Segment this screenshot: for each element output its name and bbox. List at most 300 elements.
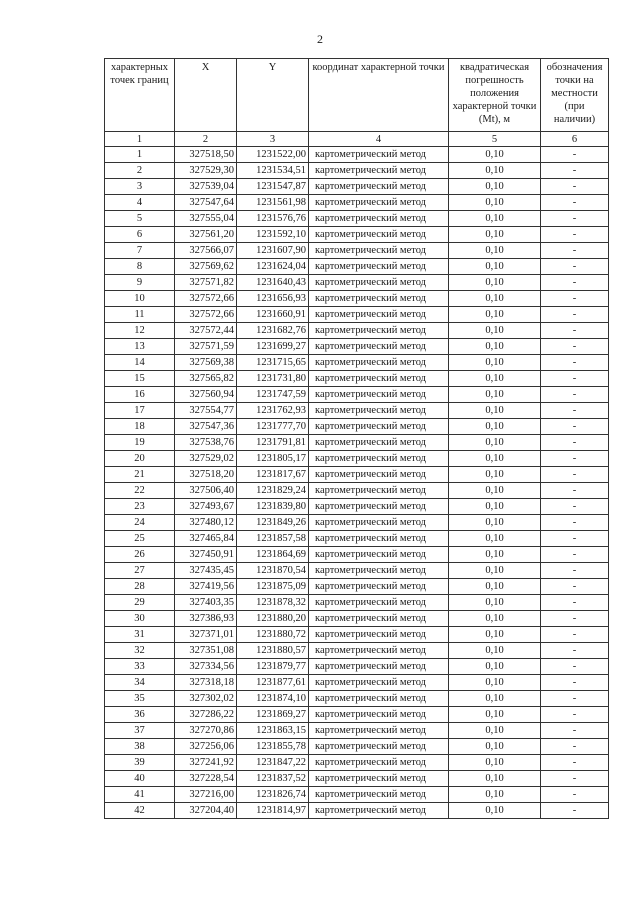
marking-cell: - <box>541 243 609 259</box>
y-coordinate-cell: 1231857,58 <box>237 531 309 547</box>
marking-cell: - <box>541 275 609 291</box>
error-cell: 0,10 <box>449 723 541 739</box>
table-row <box>105 211 609 227</box>
error-cell: 0,10 <box>449 163 541 179</box>
method-cell: картометрический метод <box>309 195 449 211</box>
x-coordinate-cell: 327480,12 <box>175 515 237 531</box>
error-cell: 0,10 <box>449 563 541 579</box>
point-number-cell: 9 <box>105 275 175 291</box>
method-cell: картометрический метод <box>309 403 449 419</box>
marking-cell: - <box>541 563 609 579</box>
error-cell: 0,10 <box>449 611 541 627</box>
point-number-cell: 17 <box>105 403 175 419</box>
y-coordinate-cell: 1231731,80 <box>237 371 309 387</box>
table-row <box>105 531 609 547</box>
y-coordinate-cell: 1231849,26 <box>237 515 309 531</box>
marking-cell: - <box>541 307 609 323</box>
point-number-cell: 6 <box>105 227 175 243</box>
marking-cell: - <box>541 659 609 675</box>
table-row <box>105 723 609 739</box>
x-coordinate-cell: 327572,66 <box>175 291 237 307</box>
y-coordinate-cell: 1231855,78 <box>237 739 309 755</box>
method-cell: картометрический метод <box>309 563 449 579</box>
header-marking: обозначения точки на местности (при наличии) <box>541 59 609 132</box>
marking-cell: - <box>541 403 609 419</box>
error-cell: 0,10 <box>449 499 541 515</box>
marking-cell: - <box>541 227 609 243</box>
point-number-cell: 29 <box>105 595 175 611</box>
x-coordinate-cell: 327216,00 <box>175 787 237 803</box>
marking-cell: - <box>541 611 609 627</box>
table-header <box>105 59 609 132</box>
column-number-row <box>105 132 609 147</box>
x-coordinate-cell: 327547,36 <box>175 419 237 435</box>
table-row <box>105 243 609 259</box>
method-cell: картометрический метод <box>309 323 449 339</box>
table-body <box>105 147 609 819</box>
y-coordinate-cell: 1231682,76 <box>237 323 309 339</box>
method-cell: картометрический метод <box>309 787 449 803</box>
boundary-points-table <box>104 58 609 819</box>
point-number-cell: 3 <box>105 179 175 195</box>
point-number-cell: 42 <box>105 803 175 819</box>
x-coordinate-cell: 327569,62 <box>175 259 237 275</box>
x-coordinate-cell: 327571,82 <box>175 275 237 291</box>
method-cell: картометрический метод <box>309 243 449 259</box>
x-coordinate-cell: 327518,20 <box>175 467 237 483</box>
method-cell: картометрический метод <box>309 675 449 691</box>
y-coordinate-cell: 1231791,81 <box>237 435 309 451</box>
y-coordinate-cell: 1231826,74 <box>237 787 309 803</box>
marking-cell: - <box>541 211 609 227</box>
marking-cell: - <box>541 355 609 371</box>
y-coordinate-cell: 1231863,15 <box>237 723 309 739</box>
x-coordinate-cell: 327529,30 <box>175 163 237 179</box>
x-coordinate-cell: 327270,86 <box>175 723 237 739</box>
x-coordinate-cell: 327386,93 <box>175 611 237 627</box>
point-number-cell: 32 <box>105 643 175 659</box>
method-cell: картометрический метод <box>309 483 449 499</box>
marking-cell: - <box>541 547 609 563</box>
table-row <box>105 771 609 787</box>
y-coordinate-cell: 1231817,67 <box>237 467 309 483</box>
point-number-cell: 12 <box>105 323 175 339</box>
error-cell: 0,10 <box>449 531 541 547</box>
marking-cell: - <box>541 323 609 339</box>
error-cell: 0,10 <box>449 227 541 243</box>
point-number-cell: 33 <box>105 659 175 675</box>
marking-cell: - <box>541 627 609 643</box>
table-row <box>105 547 609 563</box>
method-cell: картометрический метод <box>309 755 449 771</box>
error-cell: 0,10 <box>449 771 541 787</box>
point-number-cell: 18 <box>105 419 175 435</box>
header-method: координат характерной точки <box>309 59 449 132</box>
method-cell: картометрический метод <box>309 387 449 403</box>
x-coordinate-cell: 327565,82 <box>175 371 237 387</box>
error-cell: 0,10 <box>449 275 541 291</box>
point-number-cell: 25 <box>105 531 175 547</box>
point-number-cell: 23 <box>105 499 175 515</box>
point-number-cell: 38 <box>105 739 175 755</box>
point-number-cell: 39 <box>105 755 175 771</box>
table-row <box>105 275 609 291</box>
method-cell: картометрический метод <box>309 595 449 611</box>
point-number-cell: 24 <box>105 515 175 531</box>
point-number-cell: 5 <box>105 211 175 227</box>
x-coordinate-cell: 327555,04 <box>175 211 237 227</box>
x-coordinate-cell: 327435,45 <box>175 563 237 579</box>
marking-cell: - <box>541 499 609 515</box>
marking-cell: - <box>541 387 609 403</box>
error-cell: 0,10 <box>449 179 541 195</box>
point-number-cell: 13 <box>105 339 175 355</box>
marking-cell: - <box>541 579 609 595</box>
table-row <box>105 579 609 595</box>
point-number-cell: 31 <box>105 627 175 643</box>
marking-cell: - <box>541 643 609 659</box>
table-row <box>105 467 609 483</box>
x-coordinate-cell: 327569,38 <box>175 355 237 371</box>
column-number: 6 <box>541 132 609 147</box>
method-cell: картометрический метод <box>309 547 449 563</box>
x-coordinate-cell: 327302,02 <box>175 691 237 707</box>
method-cell: картометрический метод <box>309 659 449 675</box>
x-coordinate-cell: 327228,54 <box>175 771 237 787</box>
error-cell: 0,10 <box>449 515 541 531</box>
y-coordinate-cell: 1231879,77 <box>237 659 309 675</box>
error-cell: 0,10 <box>449 355 541 371</box>
point-number-cell: 19 <box>105 435 175 451</box>
table-row <box>105 227 609 243</box>
x-coordinate-cell: 327286,22 <box>175 707 237 723</box>
x-coordinate-cell: 327419,56 <box>175 579 237 595</box>
table-row <box>105 195 609 211</box>
error-cell: 0,10 <box>449 467 541 483</box>
x-coordinate-cell: 327561,20 <box>175 227 237 243</box>
point-number-cell: 37 <box>105 723 175 739</box>
page-number: 2 <box>317 32 323 46</box>
error-cell: 0,10 <box>449 691 541 707</box>
table-row <box>105 787 609 803</box>
x-coordinate-cell: 327518,50 <box>175 147 237 163</box>
point-number-cell: 7 <box>105 243 175 259</box>
error-cell: 0,10 <box>449 547 541 563</box>
table-row <box>105 179 609 195</box>
y-coordinate-cell: 1231829,24 <box>237 483 309 499</box>
y-coordinate-cell: 1231777,70 <box>237 419 309 435</box>
marking-cell: - <box>541 483 609 499</box>
column-number: 2 <box>175 132 237 147</box>
x-coordinate-cell: 327493,67 <box>175 499 237 515</box>
y-coordinate-cell: 1231839,80 <box>237 499 309 515</box>
marking-cell: - <box>541 195 609 211</box>
y-coordinate-cell: 1231656,93 <box>237 291 309 307</box>
marking-cell: - <box>541 259 609 275</box>
error-cell: 0,10 <box>449 371 541 387</box>
error-cell: 0,10 <box>449 323 541 339</box>
table-row <box>105 515 609 531</box>
method-cell: картометрический метод <box>309 419 449 435</box>
point-number-cell: 40 <box>105 771 175 787</box>
x-coordinate-cell: 327538,76 <box>175 435 237 451</box>
marking-cell: - <box>541 163 609 179</box>
column-number: 3 <box>237 132 309 147</box>
table-row <box>105 691 609 707</box>
error-cell: 0,10 <box>449 339 541 355</box>
y-coordinate-cell: 1231747,59 <box>237 387 309 403</box>
marking-cell: - <box>541 451 609 467</box>
point-number-cell: 41 <box>105 787 175 803</box>
point-number-cell: 2 <box>105 163 175 179</box>
error-cell: 0,10 <box>449 787 541 803</box>
method-cell: картометрический метод <box>309 531 449 547</box>
table-row <box>105 371 609 387</box>
error-cell: 0,10 <box>449 627 541 643</box>
y-coordinate-cell: 1231875,09 <box>237 579 309 595</box>
error-cell: 0,10 <box>449 147 541 163</box>
y-coordinate-cell: 1231880,20 <box>237 611 309 627</box>
point-number-cell: 16 <box>105 387 175 403</box>
point-number-cell: 14 <box>105 355 175 371</box>
error-cell: 0,10 <box>449 387 541 403</box>
error-cell: 0,10 <box>449 435 541 451</box>
y-coordinate-cell: 1231660,91 <box>237 307 309 323</box>
table-row <box>105 451 609 467</box>
method-cell: картометрический метод <box>309 435 449 451</box>
table-row <box>105 499 609 515</box>
table-row <box>105 739 609 755</box>
y-coordinate-cell: 1231878,32 <box>237 595 309 611</box>
method-cell: картометрический метод <box>309 723 449 739</box>
method-cell: картометрический метод <box>309 467 449 483</box>
y-coordinate-cell: 1231640,43 <box>237 275 309 291</box>
y-coordinate-cell: 1231522,00 <box>237 147 309 163</box>
y-coordinate-cell: 1231699,27 <box>237 339 309 355</box>
marking-cell: - <box>541 515 609 531</box>
x-coordinate-cell: 327560,94 <box>175 387 237 403</box>
marking-cell: - <box>541 803 609 819</box>
y-coordinate-cell: 1231870,54 <box>237 563 309 579</box>
error-cell: 0,10 <box>449 307 541 323</box>
method-cell: картометрический метод <box>309 275 449 291</box>
marking-cell: - <box>541 531 609 547</box>
method-cell: картометрический метод <box>309 611 449 627</box>
y-coordinate-cell: 1231880,57 <box>237 643 309 659</box>
x-coordinate-cell: 327566,07 <box>175 243 237 259</box>
x-coordinate-cell: 327403,35 <box>175 595 237 611</box>
header-y: Y <box>237 59 309 132</box>
method-cell: картометрический метод <box>309 643 449 659</box>
y-coordinate-cell: 1231561,98 <box>237 195 309 211</box>
table-row <box>105 419 609 435</box>
method-cell: картометрический метод <box>309 371 449 387</box>
table-row <box>105 643 609 659</box>
error-cell: 0,10 <box>449 803 541 819</box>
method-cell: картометрический метод <box>309 499 449 515</box>
column-number: 5 <box>449 132 541 147</box>
header-x: X <box>175 59 237 132</box>
y-coordinate-cell: 1231814,97 <box>237 803 309 819</box>
marking-cell: - <box>541 467 609 483</box>
method-cell: картометрический метод <box>309 803 449 819</box>
method-cell: картометрический метод <box>309 771 449 787</box>
table-row <box>105 707 609 723</box>
error-cell: 0,10 <box>449 195 541 211</box>
table-row <box>105 323 609 339</box>
x-coordinate-cell: 327371,01 <box>175 627 237 643</box>
y-coordinate-cell: 1231576,76 <box>237 211 309 227</box>
method-cell: картометрический метод <box>309 707 449 723</box>
marking-cell: - <box>541 691 609 707</box>
table-row <box>105 307 609 323</box>
marking-cell: - <box>541 179 609 195</box>
marking-cell: - <box>541 755 609 771</box>
table-row <box>105 387 609 403</box>
x-coordinate-cell: 327334,56 <box>175 659 237 675</box>
table-row <box>105 627 609 643</box>
table-row <box>105 163 609 179</box>
marking-cell: - <box>541 371 609 387</box>
y-coordinate-cell: 1231624,04 <box>237 259 309 275</box>
table-row <box>105 659 609 675</box>
table-row <box>105 291 609 307</box>
point-number-cell: 28 <box>105 579 175 595</box>
method-cell: картометрический метод <box>309 355 449 371</box>
x-coordinate-cell: 327256,06 <box>175 739 237 755</box>
error-cell: 0,10 <box>449 419 541 435</box>
error-cell: 0,10 <box>449 659 541 675</box>
table-row <box>105 339 609 355</box>
error-cell: 0,10 <box>449 755 541 771</box>
method-cell: картометрический метод <box>309 163 449 179</box>
point-number-cell: 27 <box>105 563 175 579</box>
table-row <box>105 803 609 819</box>
method-cell: картометрический метод <box>309 147 449 163</box>
error-cell: 0,10 <box>449 675 541 691</box>
marking-cell: - <box>541 707 609 723</box>
table-row <box>105 595 609 611</box>
error-cell: 0,10 <box>449 483 541 499</box>
x-coordinate-cell: 327465,84 <box>175 531 237 547</box>
table-row <box>105 675 609 691</box>
error-cell: 0,10 <box>449 643 541 659</box>
point-number-cell: 36 <box>105 707 175 723</box>
method-cell: картометрический метод <box>309 291 449 307</box>
marking-cell: - <box>541 435 609 451</box>
point-number-cell: 35 <box>105 691 175 707</box>
marking-cell: - <box>541 771 609 787</box>
x-coordinate-cell: 327351,08 <box>175 643 237 659</box>
marking-cell: - <box>541 291 609 307</box>
header-point-id: характерных точек границ <box>105 59 175 132</box>
method-cell: картометрический метод <box>309 227 449 243</box>
table-row <box>105 563 609 579</box>
method-cell: картометрический метод <box>309 339 449 355</box>
error-cell: 0,10 <box>449 595 541 611</box>
point-number-cell: 15 <box>105 371 175 387</box>
y-coordinate-cell: 1231869,27 <box>237 707 309 723</box>
y-coordinate-cell: 1231874,10 <box>237 691 309 707</box>
method-cell: картометрический метод <box>309 691 449 707</box>
marking-cell: - <box>541 675 609 691</box>
y-coordinate-cell: 1231880,72 <box>237 627 309 643</box>
x-coordinate-cell: 327204,40 <box>175 803 237 819</box>
method-cell: картометрический метод <box>309 307 449 323</box>
marking-cell: - <box>541 723 609 739</box>
error-cell: 0,10 <box>449 739 541 755</box>
method-cell: картометрический метод <box>309 515 449 531</box>
marking-cell: - <box>541 147 609 163</box>
error-cell: 0,10 <box>449 243 541 259</box>
x-coordinate-cell: 327554,77 <box>175 403 237 419</box>
header-error: квадратическая погрешность положения характерной точки (Mt), м <box>449 59 541 132</box>
table-row <box>105 435 609 451</box>
y-coordinate-cell: 1231547,87 <box>237 179 309 195</box>
point-number-cell: 1 <box>105 147 175 163</box>
marking-cell: - <box>541 595 609 611</box>
y-coordinate-cell: 1231715,65 <box>237 355 309 371</box>
y-coordinate-cell: 1231847,22 <box>237 755 309 771</box>
point-number-cell: 30 <box>105 611 175 627</box>
point-number-cell: 10 <box>105 291 175 307</box>
x-coordinate-cell: 327571,59 <box>175 339 237 355</box>
error-cell: 0,10 <box>449 403 541 419</box>
point-number-cell: 11 <box>105 307 175 323</box>
table-row <box>105 355 609 371</box>
table-row <box>105 259 609 275</box>
table-row <box>105 403 609 419</box>
y-coordinate-cell: 1231837,52 <box>237 771 309 787</box>
x-coordinate-cell: 327318,18 <box>175 675 237 691</box>
error-cell: 0,10 <box>449 211 541 227</box>
column-number: 4 <box>309 132 449 147</box>
y-coordinate-cell: 1231592,10 <box>237 227 309 243</box>
method-cell: картометрический метод <box>309 179 449 195</box>
y-coordinate-cell: 1231805,17 <box>237 451 309 467</box>
x-coordinate-cell: 327539,04 <box>175 179 237 195</box>
marking-cell: - <box>541 339 609 355</box>
method-cell: картометрический метод <box>309 739 449 755</box>
x-coordinate-cell: 327506,40 <box>175 483 237 499</box>
method-cell: картометрический метод <box>309 451 449 467</box>
point-number-cell: 4 <box>105 195 175 211</box>
point-number-cell: 34 <box>105 675 175 691</box>
point-number-cell: 20 <box>105 451 175 467</box>
method-cell: картометрический метод <box>309 579 449 595</box>
point-number-cell: 8 <box>105 259 175 275</box>
method-cell: картометрический метод <box>309 627 449 643</box>
y-coordinate-cell: 1231877,61 <box>237 675 309 691</box>
table-row <box>105 147 609 163</box>
marking-cell: - <box>541 739 609 755</box>
x-coordinate-cell: 327529,02 <box>175 451 237 467</box>
marking-cell: - <box>541 787 609 803</box>
x-coordinate-cell: 327572,44 <box>175 323 237 339</box>
point-number-cell: 21 <box>105 467 175 483</box>
point-number-cell: 22 <box>105 483 175 499</box>
y-coordinate-cell: 1231534,51 <box>237 163 309 179</box>
error-cell: 0,10 <box>449 451 541 467</box>
error-cell: 0,10 <box>449 259 541 275</box>
column-number: 1 <box>105 132 175 147</box>
error-cell: 0,10 <box>449 707 541 723</box>
table-row <box>105 483 609 499</box>
y-coordinate-cell: 1231607,90 <box>237 243 309 259</box>
y-coordinate-cell: 1231762,93 <box>237 403 309 419</box>
method-cell: картометрический метод <box>309 211 449 227</box>
error-cell: 0,10 <box>449 579 541 595</box>
